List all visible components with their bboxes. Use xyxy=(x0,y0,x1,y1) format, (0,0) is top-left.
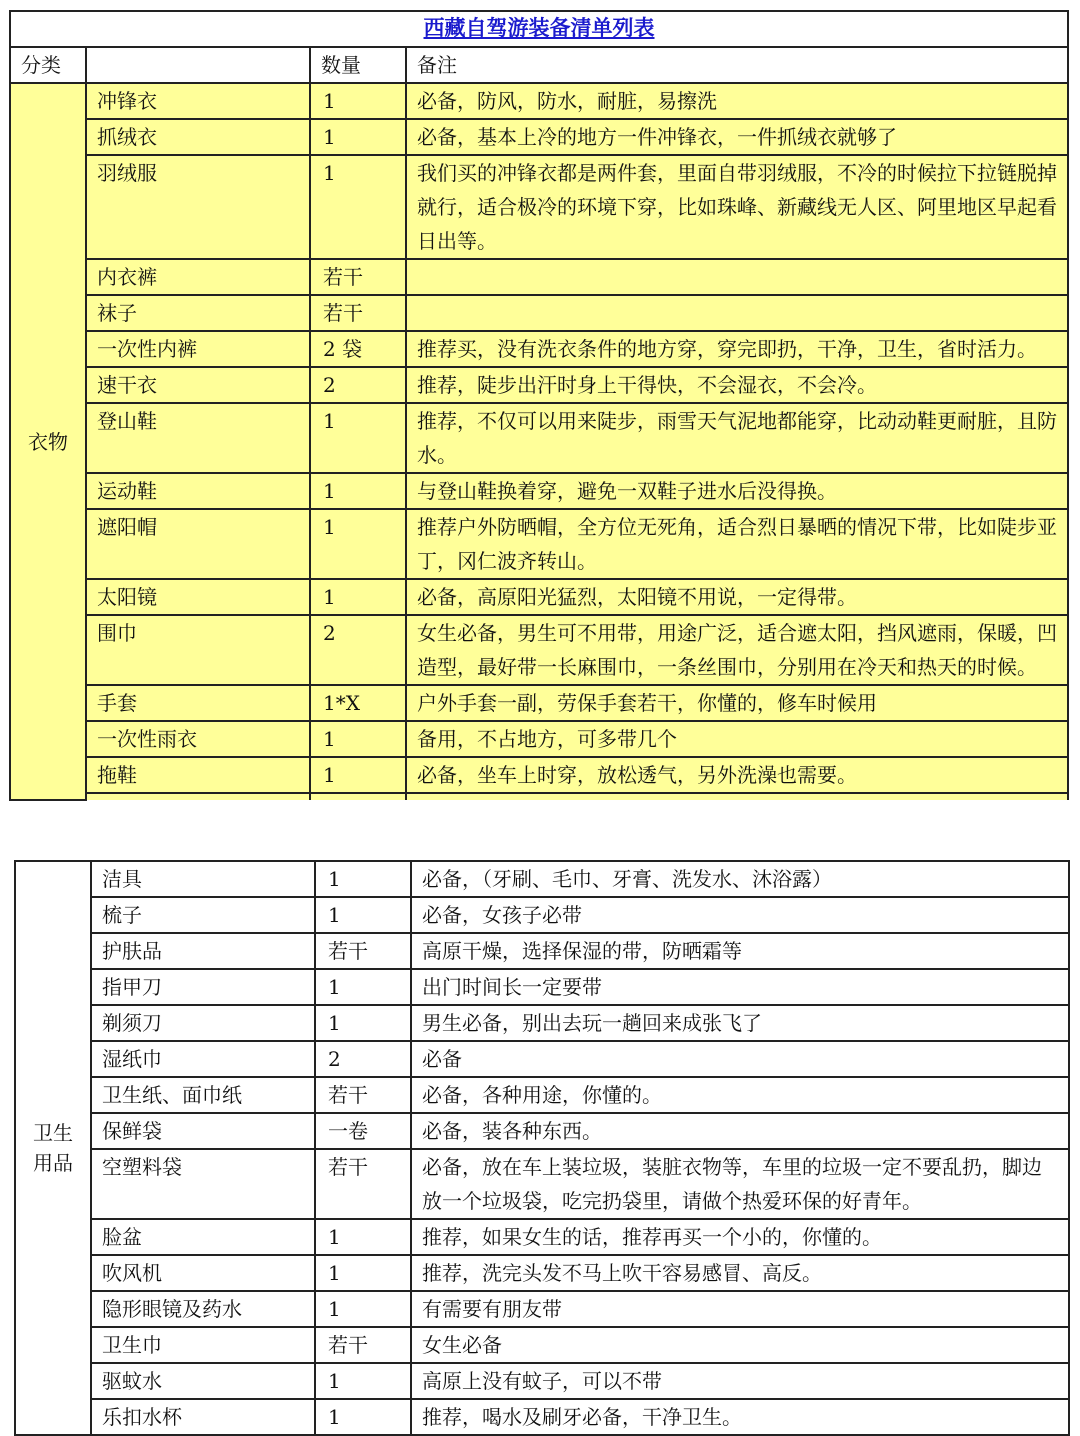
header-category: 分类 xyxy=(10,47,86,83)
table-row xyxy=(10,259,1068,295)
table-row xyxy=(15,1219,1069,1255)
table-row xyxy=(15,1255,1069,1291)
table-row xyxy=(15,1041,1069,1077)
item-cell: 护肤品 xyxy=(91,933,315,969)
empty-cell xyxy=(310,793,406,800)
quantity-cell: 1 xyxy=(315,1255,411,1291)
clothing-table xyxy=(9,10,1069,801)
quantity-cell: 2 袋 xyxy=(310,331,406,367)
item-cell: 洁具 xyxy=(91,861,315,897)
quantity-cell: 1 xyxy=(310,473,406,509)
table-row xyxy=(15,897,1069,933)
quantity-cell: 1 xyxy=(315,1291,411,1327)
toiletries-sheet xyxy=(14,860,1068,1436)
table-row xyxy=(15,861,1069,897)
table-row xyxy=(15,1327,1069,1363)
quantity-cell: 若干 xyxy=(310,295,406,331)
quantity-cell: 2 xyxy=(315,1041,411,1077)
item-cell: 拖鞋 xyxy=(86,757,310,793)
table-row xyxy=(10,721,1068,757)
note-cell: 推荐，洗完头发不马上吹干容易感冒、高反。 xyxy=(411,1255,1069,1291)
note-cell: 推荐，不仅可以用来陡步，雨雪天气泥地都能穿，比动动鞋更耐脏，且防水。 xyxy=(406,403,1068,473)
table-row xyxy=(10,403,1068,473)
category-cell: 卫生用品 xyxy=(15,861,91,1435)
note-cell: 推荐，如果女生的话，推荐再买一个小的，你懂的。 xyxy=(411,1219,1069,1255)
note-cell: 必备，各种用途，你懂的。 xyxy=(411,1077,1069,1113)
item-cell: 手套 xyxy=(86,685,310,721)
quantity-cell: 1 xyxy=(315,1399,411,1435)
item-cell: 卫生巾 xyxy=(91,1327,315,1363)
quantity-cell: 1 xyxy=(310,721,406,757)
note-cell: 有需要有朋友带 xyxy=(411,1291,1069,1327)
table-row xyxy=(10,119,1068,155)
table-row xyxy=(10,615,1068,685)
item-cell: 指甲刀 xyxy=(91,969,315,1005)
item-cell: 登山鞋 xyxy=(86,403,310,473)
note-cell: 与登山鞋换着穿，避免一双鞋子进水后没得换。 xyxy=(406,473,1068,509)
quantity-cell: 1 xyxy=(315,861,411,897)
item-cell: 一次性雨衣 xyxy=(86,721,310,757)
note-cell: 备用，不占地方，可多带几个 xyxy=(406,721,1068,757)
quantity-cell: 1 xyxy=(310,403,406,473)
table-row xyxy=(10,295,1068,331)
table-row-tail xyxy=(10,793,1068,800)
quantity-cell: 1 xyxy=(310,757,406,793)
table-row xyxy=(15,1291,1069,1327)
quantity-cell: 1 xyxy=(310,119,406,155)
table-row xyxy=(15,1113,1069,1149)
quantity-cell: 若干 xyxy=(310,259,406,295)
note-cell: 必备，高原阳光猛烈，太阳镜不用说，一定得带。 xyxy=(406,579,1068,615)
quantity-cell: 1 xyxy=(315,1219,411,1255)
quantity-cell: 若干 xyxy=(315,1327,411,1363)
note-cell: 必备，（牙刷、毛巾、牙膏、洗发水、沐浴露） xyxy=(411,861,1069,897)
note-cell: 户外手套一副，劳保手套若干，你懂的，修车时候用 xyxy=(406,685,1068,721)
note-cell: 推荐户外防晒帽，全方位无死角，适合烈日暴晒的情况下带，比如陡步亚丁，冈仁波齐转山。 xyxy=(406,509,1068,579)
note-cell: 必备，女孩子必带 xyxy=(411,897,1069,933)
quantity-cell: 1 xyxy=(310,155,406,259)
note-cell: 女生必备 xyxy=(411,1327,1069,1363)
toiletries-table xyxy=(14,860,1070,1436)
table-row xyxy=(15,933,1069,969)
item-cell: 围巾 xyxy=(86,615,310,685)
quantity-cell: 若干 xyxy=(315,1077,411,1113)
table-row xyxy=(10,579,1068,615)
item-cell: 空塑料袋 xyxy=(91,1149,315,1219)
item-cell: 遮阳帽 xyxy=(86,509,310,579)
table-row xyxy=(10,155,1068,259)
note-cell: 必备，装各种东西。 xyxy=(411,1113,1069,1149)
item-cell: 吹风机 xyxy=(91,1255,315,1291)
empty-cell xyxy=(406,793,1068,800)
table-row xyxy=(15,969,1069,1005)
table-row xyxy=(10,509,1068,579)
note-cell: 必备 xyxy=(411,1041,1069,1077)
item-cell: 隐形眼镜及药水 xyxy=(91,1291,315,1327)
note-cell: 推荐，陡步出汗时身上干得快，不会湿衣，不会冷。 xyxy=(406,367,1068,403)
quantity-cell: 1*X xyxy=(310,685,406,721)
item-cell: 冲锋衣 xyxy=(86,83,310,119)
note-cell: 必备，放在车上装垃圾，装脏衣物等，车里的垃圾一定不要乱扔，脚边放一个垃圾袋，吃完扔袋里，请做个热爱环保的好青年。 xyxy=(411,1149,1069,1219)
header-item xyxy=(86,47,310,83)
quantity-cell: 1 xyxy=(315,897,411,933)
table-row xyxy=(10,685,1068,721)
note-cell xyxy=(406,259,1068,295)
quantity-cell: 1 xyxy=(315,1005,411,1041)
note-cell: 推荐买，没有洗衣条件的地方穿，穿完即扔，干净，卫生，省时活力。 xyxy=(406,331,1068,367)
item-cell: 卫生纸、面巾纸 xyxy=(91,1077,315,1113)
item-cell: 湿纸巾 xyxy=(91,1041,315,1077)
item-cell: 乐扣水杯 xyxy=(91,1399,315,1435)
quantity-cell: 2 xyxy=(310,615,406,685)
quantity-cell: 2 xyxy=(310,367,406,403)
item-cell: 速干衣 xyxy=(86,367,310,403)
category-cell: 衣物 xyxy=(10,83,86,800)
table-row xyxy=(15,1005,1069,1041)
page-title: 西藏自驾游装备清单列表 xyxy=(10,11,1068,47)
table-row xyxy=(15,1149,1069,1219)
note-cell: 推荐，喝水及刷牙必备，干净卫生。 xyxy=(411,1399,1069,1435)
table-row xyxy=(15,1399,1069,1435)
quantity-cell: 若干 xyxy=(315,933,411,969)
note-cell: 男生必备，别出去玩一趟回来成张飞了 xyxy=(411,1005,1069,1041)
item-cell: 剃须刀 xyxy=(91,1005,315,1041)
item-cell: 抓绒衣 xyxy=(86,119,310,155)
clothing-sheet xyxy=(9,10,1067,801)
note-cell: 高原干燥，选择保湿的带，防晒霜等 xyxy=(411,933,1069,969)
quantity-cell: 1 xyxy=(310,579,406,615)
table-row xyxy=(10,473,1068,509)
table-row xyxy=(15,1077,1069,1113)
empty-cell xyxy=(86,793,310,800)
note-cell: 出门时间长一定要带 xyxy=(411,969,1069,1005)
note-cell: 必备，防风，防水，耐脏，易擦洗 xyxy=(406,83,1068,119)
quantity-cell: 1 xyxy=(315,1363,411,1399)
table-row xyxy=(10,83,1068,119)
note-cell: 女生必备，男生可不用带，用途广泛，适合遮太阳，挡风遮雨，保暖，凹造型，最好带一长麻围巾，一条丝围巾，分别用在冷天和热天的时候。 xyxy=(406,615,1068,685)
item-cell: 一次性内裤 xyxy=(86,331,310,367)
item-cell: 梳子 xyxy=(91,897,315,933)
quantity-cell: 1 xyxy=(310,83,406,119)
quantity-cell: 1 xyxy=(315,969,411,1005)
note-cell: 必备，坐车上时穿，放松透气，另外洗澡也需要。 xyxy=(406,757,1068,793)
item-cell: 太阳镜 xyxy=(86,579,310,615)
table-row xyxy=(10,367,1068,403)
quantity-cell: 一卷 xyxy=(315,1113,411,1149)
note-cell: 我们买的冲锋衣都是两件套，里面自带羽绒服，不冷的时候拉下拉链脱掉就行，适合极冷的环境下穿，比如珠峰、新藏线无人区、阿里地区早起看日出等。 xyxy=(406,155,1068,259)
table-row xyxy=(15,1363,1069,1399)
table-row xyxy=(10,331,1068,367)
item-cell: 内衣裤 xyxy=(86,259,310,295)
item-cell: 驱蚊水 xyxy=(91,1363,315,1399)
item-cell: 运动鞋 xyxy=(86,473,310,509)
item-cell: 保鲜袋 xyxy=(91,1113,315,1149)
note-cell xyxy=(406,295,1068,331)
quantity-cell: 1 xyxy=(310,509,406,579)
quantity-cell: 若干 xyxy=(315,1149,411,1219)
header-quantity: 数量 xyxy=(310,47,406,83)
note-cell: 高原上没有蚊子，可以不带 xyxy=(411,1363,1069,1399)
table-row xyxy=(10,757,1068,793)
note-cell: 必备，基本上冷的地方一件冲锋衣，一件抓绒衣就够了 xyxy=(406,119,1068,155)
header-note: 备注 xyxy=(406,47,1068,83)
item-cell: 袜子 xyxy=(86,295,310,331)
item-cell: 脸盆 xyxy=(91,1219,315,1255)
item-cell: 羽绒服 xyxy=(86,155,310,259)
